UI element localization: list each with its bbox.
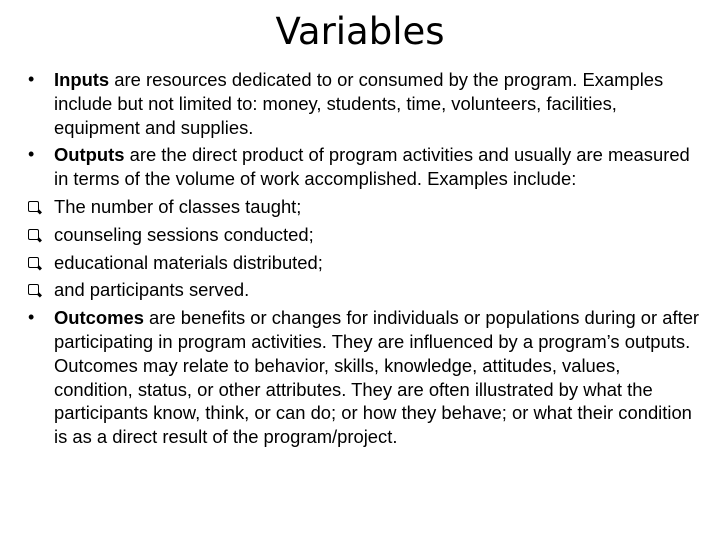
bullet-icon: •: [28, 307, 35, 328]
bullet-icon: •: [28, 144, 35, 165]
item-text: educational materials distributed;: [54, 251, 323, 273]
checkbox-icon: [28, 201, 39, 212]
term-label: Inputs: [54, 69, 110, 90]
list-item-outputs: [28, 143, 700, 191]
item-text: counseling sessions conducted;: [54, 223, 314, 245]
bullet-list: [28, 68, 700, 453]
checkbox-icon: [28, 257, 39, 268]
bullet-icon: •: [28, 69, 35, 89]
item-text: are resources dedicated to or consumed by the program. Examples include but not limited to: money, students, time, volunteers, facilities, equipment and supplies.: [54, 69, 664, 138]
list-item-counseling: [28, 223, 700, 247]
checkbox-icon: [28, 229, 39, 240]
item-text: The number of classes taught;: [54, 195, 302, 217]
term-label: Outcomes: [54, 307, 144, 329]
item-text: are the direct product of program activities and usually are measured in terms of the volume of work accomplished. Examples include:: [54, 144, 690, 190]
slide-title: Variables: [275, 10, 445, 53]
checkbox-icon: [28, 284, 39, 295]
term-label: Outputs: [54, 144, 125, 166]
item-text: are benefits or changes for individuals or populations during or after participating in program activities. They are influenced by a program’s outputs. Outcomes may relate to behavior, skills, knowledge, attitudes, values, condition, status, or other attributes. They are often illustrated by what the participants know, think, or can do; or how they behave; or what their condition is as a direct result of the program/project.: [54, 307, 700, 448]
list-item-participants: [28, 278, 700, 302]
item-text: and participants served.: [54, 279, 250, 301]
list-item-outcomes: [28, 306, 700, 449]
list-item-materials: [28, 251, 700, 275]
list-item-inputs: [28, 68, 700, 139]
list-item-classes: [28, 195, 700, 219]
